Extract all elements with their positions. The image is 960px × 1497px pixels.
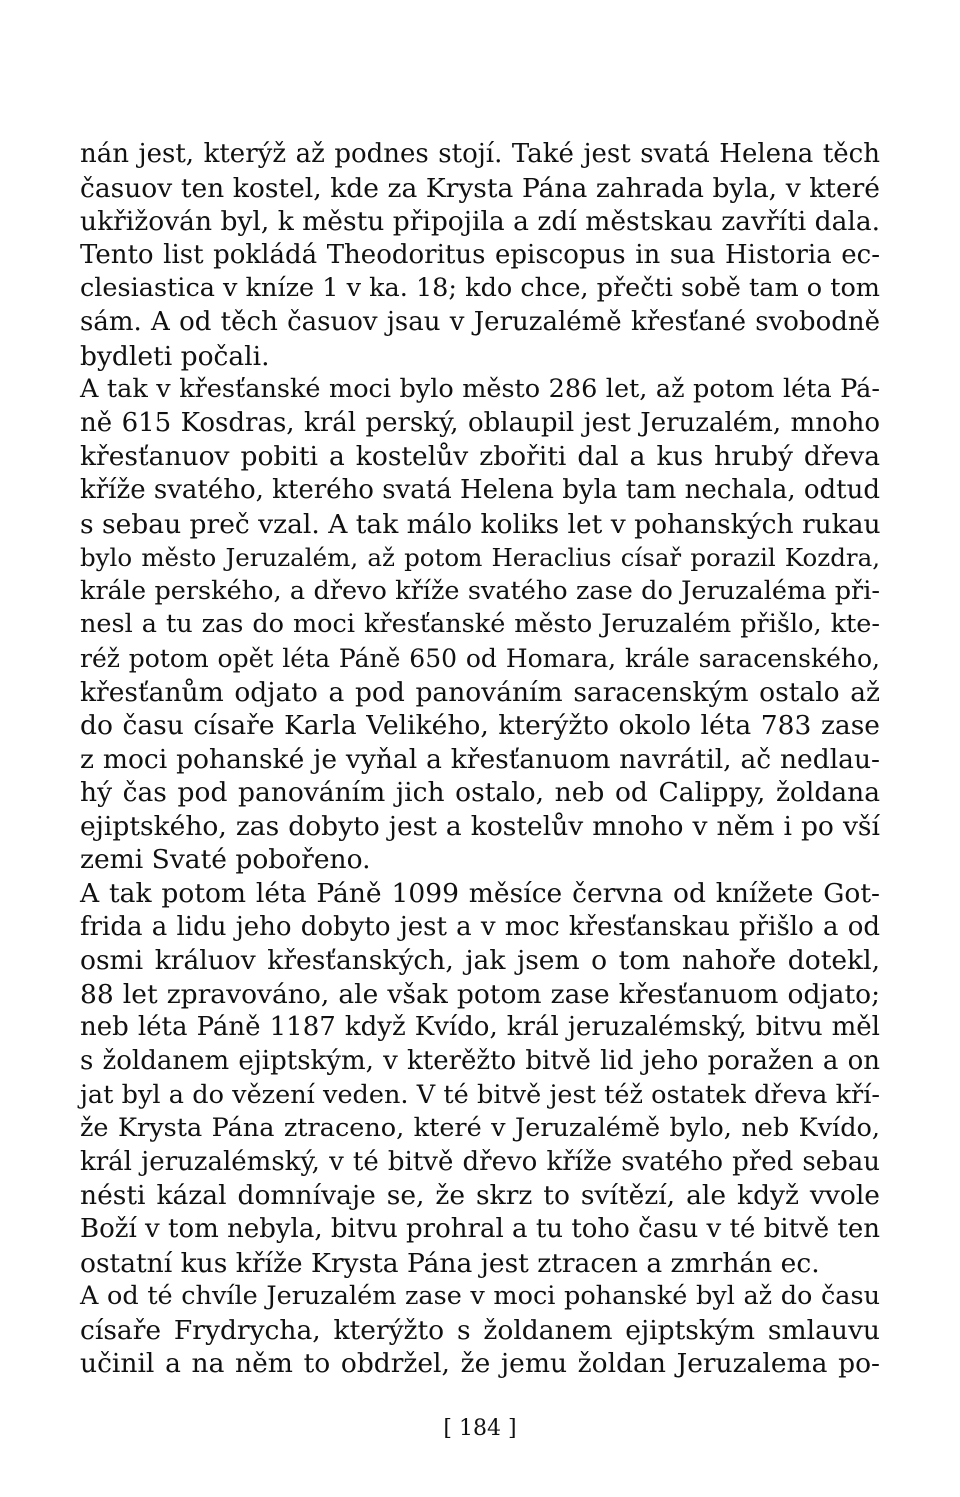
text-line: nán jest, kterýž až podnes stojí. Také jest svatá Helena těch: [80, 139, 880, 169]
text-line: hý čas pod panováním jich ostalo, neb od Calippy, žoldana: [80, 777, 880, 809]
text-line: neb léta Páně 1187 když Kvído, král jeruzalémský, bitvu měl: [80, 1012, 880, 1043]
text-line: s žoldanem ejiptským, v kterěžto bitvě lid jeho poražen a on: [80, 1046, 880, 1077]
text-line: sám. A od těch časuov jsau v Jeruzalémě křesťané svobodně: [80, 306, 880, 337]
text-line: frida a lidu jeho dobyto jest a v moc křesťanskau přišlo a od: [80, 911, 880, 942]
page-number: [ 184 ]: [443, 1416, 517, 1441]
text-line: Tento list pokládá Theodoritus episcopus in sua Historia ec-: [80, 239, 880, 270]
text-line: ně 615 Kosdras, král perský, oblaupil jest Jeruzalém, mnoho: [80, 407, 880, 438]
text-line: s sebau preč vzal. A tak málo koliks let v pohanských rukau: [80, 508, 881, 540]
paragraph-3: [80, 877, 880, 1280]
text-line: A tak potom léta Páně 1099 měsíce června od knížete Got-: [80, 878, 880, 910]
text-line: clesiastica v kníze 1 v ka. 18; kdo chce, přečti sobě tam o tom: [80, 273, 880, 304]
text-line: z moci pohanské je vyňal a křesťanuom navrátil, ač nedlau-: [80, 743, 880, 775]
text-line: Boží v tom nebyla, bitvu prohral a tu toho času v té bitvě ten: [80, 1214, 880, 1244]
text-line: do času císaře Karla Velikého, kterýžto okolo léta 783 zase: [80, 710, 880, 742]
text-line: krále perského, a dřevo kříže svatého zase do Jeruzaléma při-: [80, 575, 880, 606]
text-line: císaře Frydrycha, kterýžto s žoldanem ejiptským smlauvu: [80, 1314, 880, 1346]
text-line: réž potom opět léta Páně 650 od Homara, krále saracenského,: [80, 643, 880, 673]
text-line: učinil a na něm to obdržel, že jemu žoldan Jeruzalema po-: [80, 1348, 880, 1380]
text-line: zemi Svaté pobořeno.: [80, 844, 371, 876]
paragraph-4: [80, 1280, 880, 1381]
text-line: že Krysta Pána ztraceno, které v Jeruzalémě bylo, neb Kvído,: [80, 1113, 880, 1144]
text-line: ejiptského, zas dobyto jest a kostelův mnoho v něm i po vší: [80, 810, 880, 842]
text-line: křesťanům odjato a pod panováním saracenským ostalo až: [80, 676, 880, 708]
text-line: křesťanuov pobiti a kostelův zbořiti dal a kus hrubý dřeva: [80, 441, 880, 473]
paragraph-1: [80, 138, 880, 373]
text-line: A tak v křesťanské moci bylo město 286 let, až potom léta Pá-: [80, 374, 880, 405]
text-line: ostatní kus kříže Krysta Pána jest ztracen a zmrhán ec.: [80, 1247, 820, 1279]
page-body: [80, 138, 880, 1381]
text-line: nésti kázal domnívaje se, že skrz to svítězí, ale když vvole: [80, 1180, 880, 1212]
text-line: bydleti počali.: [80, 340, 270, 372]
text-line: nesl a tu zas do moci křesťanské město Jeruzalém přišlo, kte-: [80, 609, 880, 640]
text-line: král jeruzalémský, v té bitvě dřevo kříže svatého před sebau: [80, 1146, 880, 1177]
text-line: ukřižován byl, k městu připojila a zdí městskau zavříti dala.: [80, 206, 881, 238]
text-line: jat byl a do vězení veden. V té bitvě jest též ostatek dřeva kří-: [80, 1079, 880, 1110]
text-line: A od té chvíle Jeruzalém zase v moci pohanské byl až do času: [80, 1281, 880, 1312]
text-line: kříže svatého, kterého svatá Helena byla tam nechala, odtud: [80, 474, 880, 505]
text-line: časuov ten kostel, kde za Krysta Pána zahrada byla, v které: [80, 172, 880, 204]
text-line: 88 let zpravováno, ale však potom zase křesťanuom odjato;: [80, 978, 880, 1010]
paragraph-2: [80, 373, 880, 877]
text-line: osmi králuov křesťanských, jak jsem o tom nahoře dotekl,: [80, 945, 880, 977]
text-line: bylo město Jeruzalém, až potom Heraclius císař porazil Kozdra,: [80, 543, 880, 573]
